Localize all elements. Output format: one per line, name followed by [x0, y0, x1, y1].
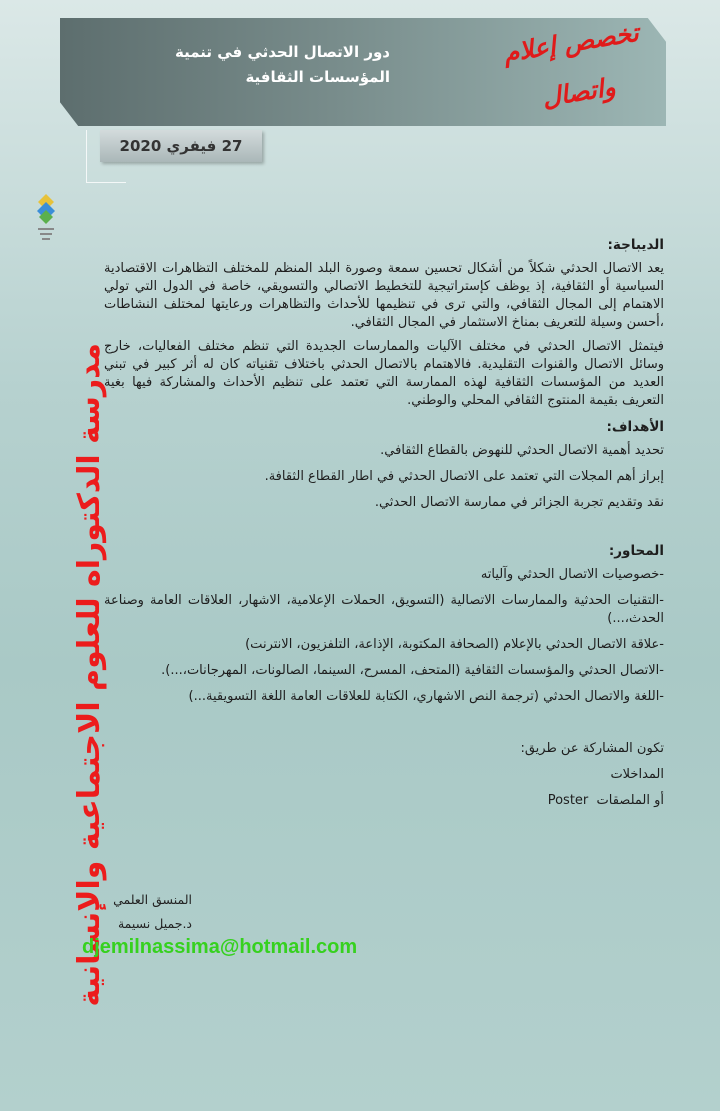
participation-section — [104, 740, 664, 810]
main-content — [104, 228, 664, 818]
school-name-vertical: مدرسة الدكتوراه للعلوم الاجتماعية والإنسانية — [72, 343, 107, 1007]
specialty-line-2: واتصال — [540, 72, 618, 113]
title-line-1: دور الاتصال الحدثي في تنمية — [174, 43, 390, 61]
participation-option-posters — [104, 792, 664, 810]
preamble-paragraph-2: فيتمثل الاتصال الحدثي في مختلف الآليات والممارسات الجديدة التي تنظم مختلف الفعاليات، خارج وسائل الاتصال والقنوات التقليدية. فالاهتمام بالاتصال الحدثي باختلاف تقنياته كان له أثر كبير في تبني العديد من المؤسسات الثقافية لهذه الممارسة التي تعتمد على تنظيم الأحداث والمشاركة فيها بغية التعريف بقيمة المنتوج الثقافي المحلي والوطني. — [104, 339, 664, 408]
decorative-line-vertical — [86, 130, 87, 182]
school-logo-icon — [34, 192, 58, 252]
coordinator-email-link[interactable]: djemilnassima@hotmail.com — [82, 936, 358, 958]
axis-item: -علاقة الاتصال الحدثي بالإعلام (الصحافة المكتوبة، الإذاعة، التلفزيون، الانترنت) — [245, 637, 664, 652]
participation-intro: تكون المشاركة عن طريق: — [520, 741, 664, 756]
axes-section — [104, 542, 664, 706]
page-title — [120, 40, 390, 90]
participation-option-talks: المداخلات — [610, 767, 664, 782]
coordinator-role: المنسق العلمي — [113, 892, 192, 907]
axis-item: -خصوصيات الاتصال الحدثي وآلياته — [480, 567, 664, 582]
coordinator-name: د.جميل نسيمة — [117, 916, 192, 931]
coordinator-block — [82, 888, 192, 936]
goal-item: تحديد أهمية الاتصال الحدثي للنهوض بالقطاع الثقافي. — [380, 443, 664, 458]
decorative-line-horizontal — [86, 182, 126, 183]
goal-item: إبراز أهم المجلات التي تعتمد على الاتصال الحدثي في اطار القطاع الثقافة. — [264, 469, 664, 484]
preamble-paragraph-1: يعد الاتصال الحدثي شكلاً من أشكال تحسين سمعة وصورة البلد المنظم للمختلف التظاهرات الاقتصادية السياسية أو الثقافية، إذ يوظف كإستراتيجية للتخطيط الاتصالي والتسويقي، خاصة في الدول التي تولي الاهتمام إلى المجال الثقافي، والتي ترى في تنظيمها للأحداث والتظاهرات ورعايتها لمختلف النشاطات ،أحسن وسيلة للتعريف بمناخ الاستثمار في المجال الثقافي. — [104, 261, 664, 330]
axis-item: -الاتصال الحدثي والمؤسسات الثقافية (المتحف، المسرح، السينما، الصالونات، المهرجانات،...). — [161, 663, 664, 678]
axis-item: -اللغة والاتصال الحدثي (ترجمة النص الاشهاري، الكتابة للعلاقات العامة اللغة التسويقية...) — [188, 689, 664, 704]
goals-section — [104, 418, 664, 512]
specialty-line-1: تخصص إعلام — [501, 17, 641, 68]
axis-item: -التقنيات الحدثية والممارسات الاتصالية (التسويق، الحملات الإعلامية، الاشهار، العلاقات العامة وصناعة الحدث،...) — [104, 593, 664, 626]
title-line-2: المؤسسات الثقافية — [245, 68, 390, 86]
goals-heading: الأهداف: — [606, 419, 664, 435]
goal-item: نقد وتقديم تجربة الجزائر في ممارسة الاتصال الحدثي. — [374, 495, 664, 510]
posters-label: أو الملصقات — [596, 793, 664, 808]
axes-heading: المحاور: — [608, 543, 664, 559]
date-badge: 27 فيفري 2020 — [100, 130, 262, 162]
posters-latin-label: Poster — [547, 793, 589, 808]
preamble-heading: الديباجة: — [607, 237, 664, 253]
